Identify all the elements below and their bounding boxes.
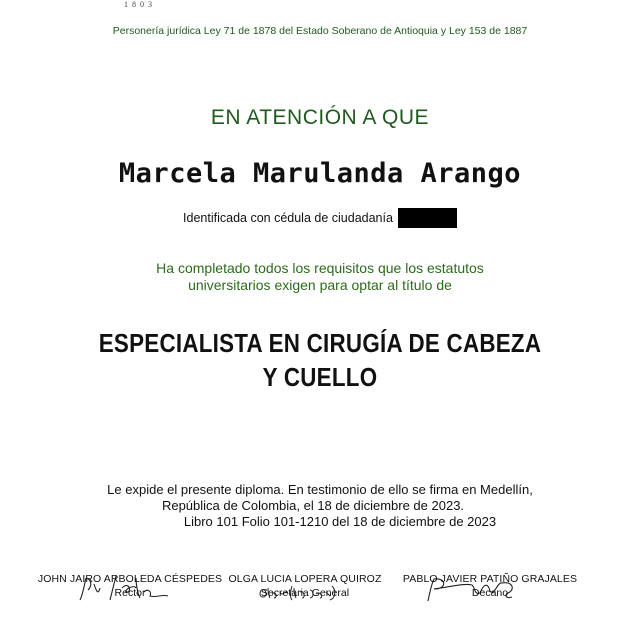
recipient-name: Marcela Marulanda Arango (118, 158, 522, 189)
signatory-role: Rector (114, 587, 146, 599)
id-line (0, 208, 640, 228)
signatory-name: JOHN JAIRO ARBOLEDA CÉSPEDES (37, 573, 223, 585)
signatory-decano (390, 572, 590, 600)
registry-line: Libro 101 Folio 101-1210 del 18 de diciembre de 2023 (183, 514, 497, 529)
requirements-text (0, 260, 640, 294)
signatory-role: Decano (471, 587, 509, 599)
signatory-rector (30, 572, 230, 600)
signatory-name: OLGA LUCIA LOPERA QUIROZ (228, 573, 382, 585)
requirements-line-2: universitarios exigen para optar al título de (188, 277, 452, 293)
degree-line-2: Y CUELLO (262, 362, 378, 392)
redacted-id-number (398, 208, 457, 228)
signatory-role: Secretaria General (260, 587, 350, 599)
issue-line-1: Le expide el presente diploma. En testimonio de ello se firma en Medellín, (107, 482, 533, 497)
signatory-name: PABLO JAVIER PATIÑO GRAJALES (402, 573, 578, 585)
attention-heading: EN ATENCIÓN A QUE (210, 106, 430, 129)
id-label: Identificada con cédula de ciudadanía (183, 211, 393, 225)
legal-notice: Personería jurídica Ley 71 de 1878 del Estado Soberano de Antioquia y Ley 153 de 1887 (112, 25, 528, 37)
requirements-line-1: Ha completado todos los requisitos que los estatutos (156, 260, 484, 276)
issue-statement (0, 482, 640, 530)
degree-line-1: ESPECIALISTA EN CIRUGÍA DE CABEZA (98, 328, 542, 358)
degree-title (45, 326, 595, 394)
founding-year: 1803 (124, 0, 156, 9)
signatory-secretaria (222, 572, 388, 600)
issue-line-2: República de Colombia, el 18 de diciembre de 2023. (161, 498, 465, 513)
